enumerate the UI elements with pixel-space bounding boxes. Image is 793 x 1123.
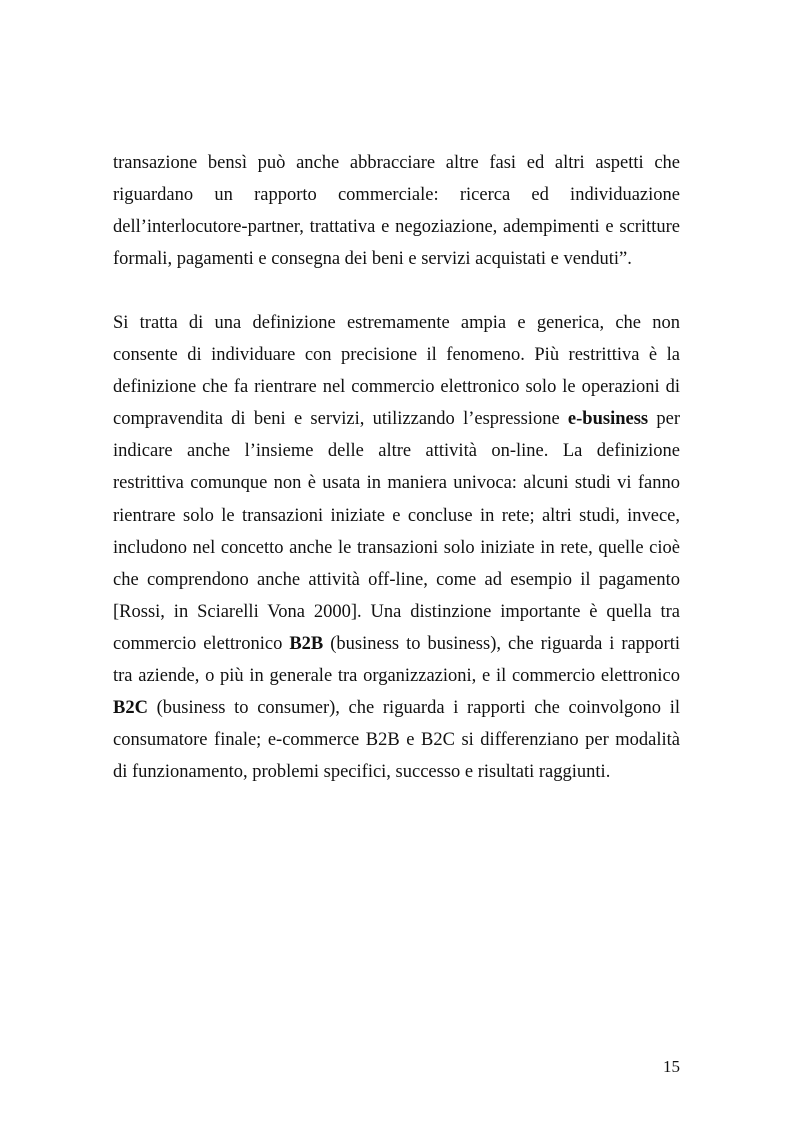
page-number: 15 [663, 1057, 680, 1076]
paragraph-2-line: restrittiva comunque non è usata in maniera univoca: alcuni studi vi fanno [113, 473, 680, 494]
term-b2c: B2C [113, 698, 148, 719]
paragraph-1-line: dell’interlocutore-partner, trattativa e negoziazione, adempimenti e scritture [113, 217, 680, 238]
paragraph-2 [113, 307, 680, 788]
paragraph-1-line: formali, pagamenti e consegna dei beni e servizi acquistati e venduti”. [113, 249, 632, 270]
paragraph-2-line: includono nel concetto anche le transazioni solo iniziate in rete, quelle cioè [113, 537, 680, 558]
line-text: per [648, 409, 680, 430]
line-text: (business to business), che riguarda i rapporti [323, 633, 680, 654]
paragraph-2-line [113, 403, 680, 435]
paragraph-2-line: Si tratta di una definizione estremamente ampia e generica, che non [113, 313, 680, 333]
paragraph-1-line: transazione bensì può anche abbracciare altre fasi ed altri aspetti che [113, 153, 680, 173]
paragraph-2-line: indicare anche l’insieme delle altre attività on-line. La definizione [113, 441, 680, 462]
paragraph-1 [113, 147, 680, 275]
line-text: compravendita di beni e servizi, utilizzando l’espressione [113, 409, 568, 430]
paragraph-2-line: di funzionamento, problemi specifici, successo e risultati raggiunti. [113, 762, 611, 783]
paragraph-2-line: consumatore finale; e-commerce B2B e B2C si differenziano per modalità [113, 730, 680, 751]
paragraph-1-line: riguardano un rapporto commerciale: ricerca ed individuazione [113, 185, 680, 206]
paragraph-2-line: consente di individuare con precisione il fenomeno. Più restrittiva è la [113, 345, 680, 366]
term-b2b: B2B [289, 633, 324, 654]
paragraph-2-line [113, 628, 680, 660]
paragraph-2-line: rientrare solo le transazioni iniziate e concluse in rete; altri studi, invece, [113, 505, 680, 526]
line-text: (business to consumer), che riguarda i rapporti che coinvolgono il [147, 698, 680, 719]
line-text: commercio elettronico [113, 633, 290, 654]
term-e-business: e-business [567, 409, 649, 430]
paragraph-2-line [113, 692, 680, 724]
paragraph-2-line: definizione che fa rientrare nel commercio elettronico solo le operazioni di [113, 377, 680, 398]
paragraph-2-line: tra aziende, o più in generale tra organizzazioni, e il commercio elettronico [113, 666, 680, 687]
paragraph-2-line: che comprendono anche attività off-line, come ad esempio il pagamento [113, 569, 680, 590]
paragraph-2-line: [Rossi, in Sciarelli Vona 2000]. Una distinzione importante è quella tra [113, 601, 680, 622]
